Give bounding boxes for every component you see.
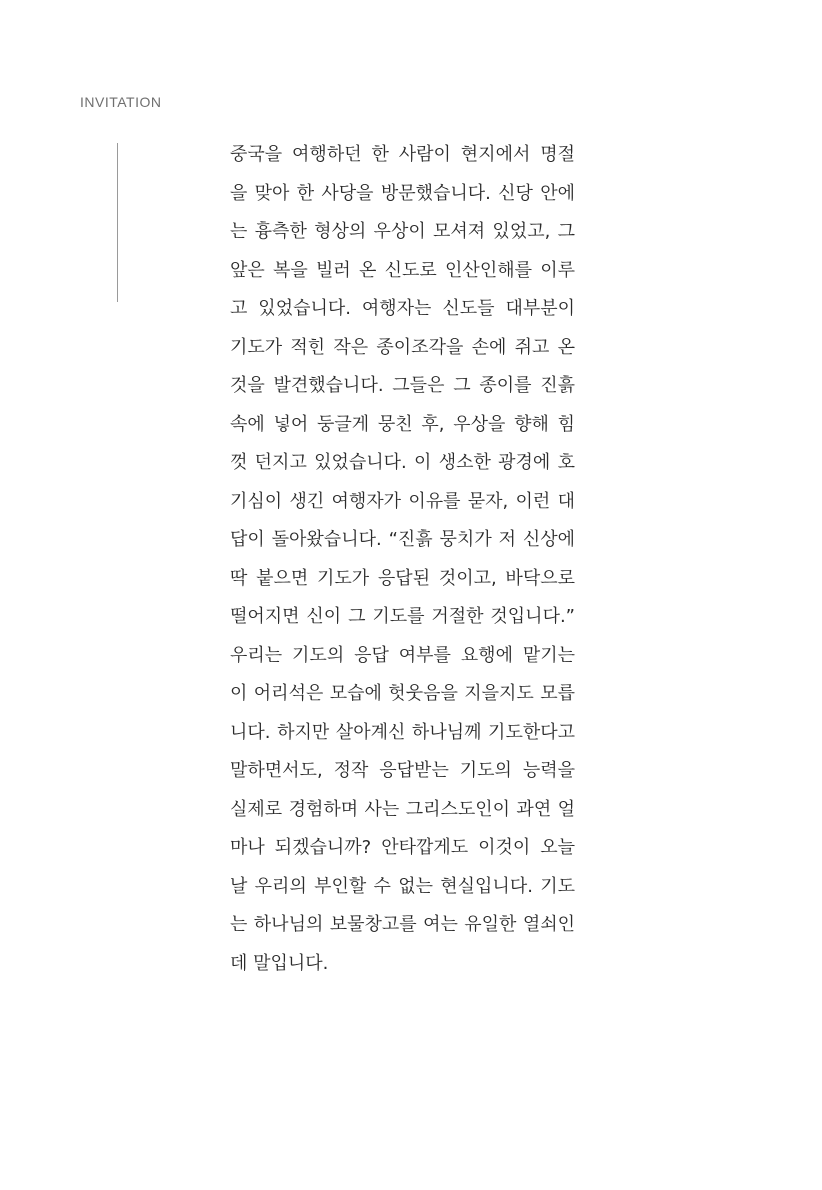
text-line: 고 있었습니다. 여행자는 신도들 대부분이 bbox=[230, 298, 575, 319]
text-line: 우리는 기도의 응답 여부를 요행에 맡기는 bbox=[230, 644, 575, 666]
text-line: 껏 던지고 있었습니다. 이 생소한 광경에 호 bbox=[230, 452, 575, 473]
text-line: 기도가 적힌 작은 종이조각을 손에 쥐고 온 bbox=[230, 336, 575, 358]
text-line: 날 우리의 부인할 수 없는 현실입니다. 기도 bbox=[230, 875, 575, 897]
text-line: 앞은 복을 빌러 온 신도로 인산인해를 이루 bbox=[230, 259, 575, 281]
section-label: INVITATION bbox=[80, 94, 162, 110]
text-line: 중국을 여행하던 한 사람이 현지에서 명절 bbox=[230, 144, 575, 165]
text-line: 딱 붙으면 기도가 응답된 것이고, 바닥으로 bbox=[230, 567, 575, 589]
text-line: 이 어리석은 모습에 헛웃음을 지을지도 모릅 bbox=[230, 683, 575, 704]
text-line: 말하면서도, 정작 응답받는 기도의 능력을 bbox=[230, 760, 575, 781]
text-line: 마나 되겠습니까? 안타깝게도 이것이 오늘 bbox=[230, 837, 575, 858]
text-line: 것을 발견했습니다. 그들은 그 종이를 진흙 bbox=[230, 375, 575, 396]
text-line: 데 말입니다. bbox=[230, 952, 329, 974]
text-line: 니다. 하지만 살아계신 하나님께 기도한다고 bbox=[230, 721, 575, 743]
text-line: 을 맞아 한 사당을 방문했습니다. 신당 안에 bbox=[230, 182, 575, 204]
text-line: 답이 돌아왔습니다. “진흙 뭉치가 저 신상에 bbox=[230, 529, 575, 550]
body-text bbox=[230, 136, 575, 983]
text-line: 실제로 경험하며 사는 그리스도인이 과연 얼 bbox=[230, 798, 575, 820]
text-line: 는 하나님의 보물창고를 여는 유일한 열쇠인 bbox=[230, 914, 575, 935]
text-line: 는 흉측한 형상의 우상이 모셔져 있었고, 그 bbox=[230, 221, 575, 242]
text-line: 떨어지면 신이 그 기도를 거절한 것입니다.” bbox=[230, 606, 575, 627]
vertical-divider bbox=[117, 143, 118, 302]
text-line: 속에 넣어 둥글게 뭉친 후, 우상을 향해 힘 bbox=[230, 413, 575, 435]
text-line: 기심이 생긴 여행자가 이유를 묻자, 이런 대 bbox=[230, 490, 575, 512]
